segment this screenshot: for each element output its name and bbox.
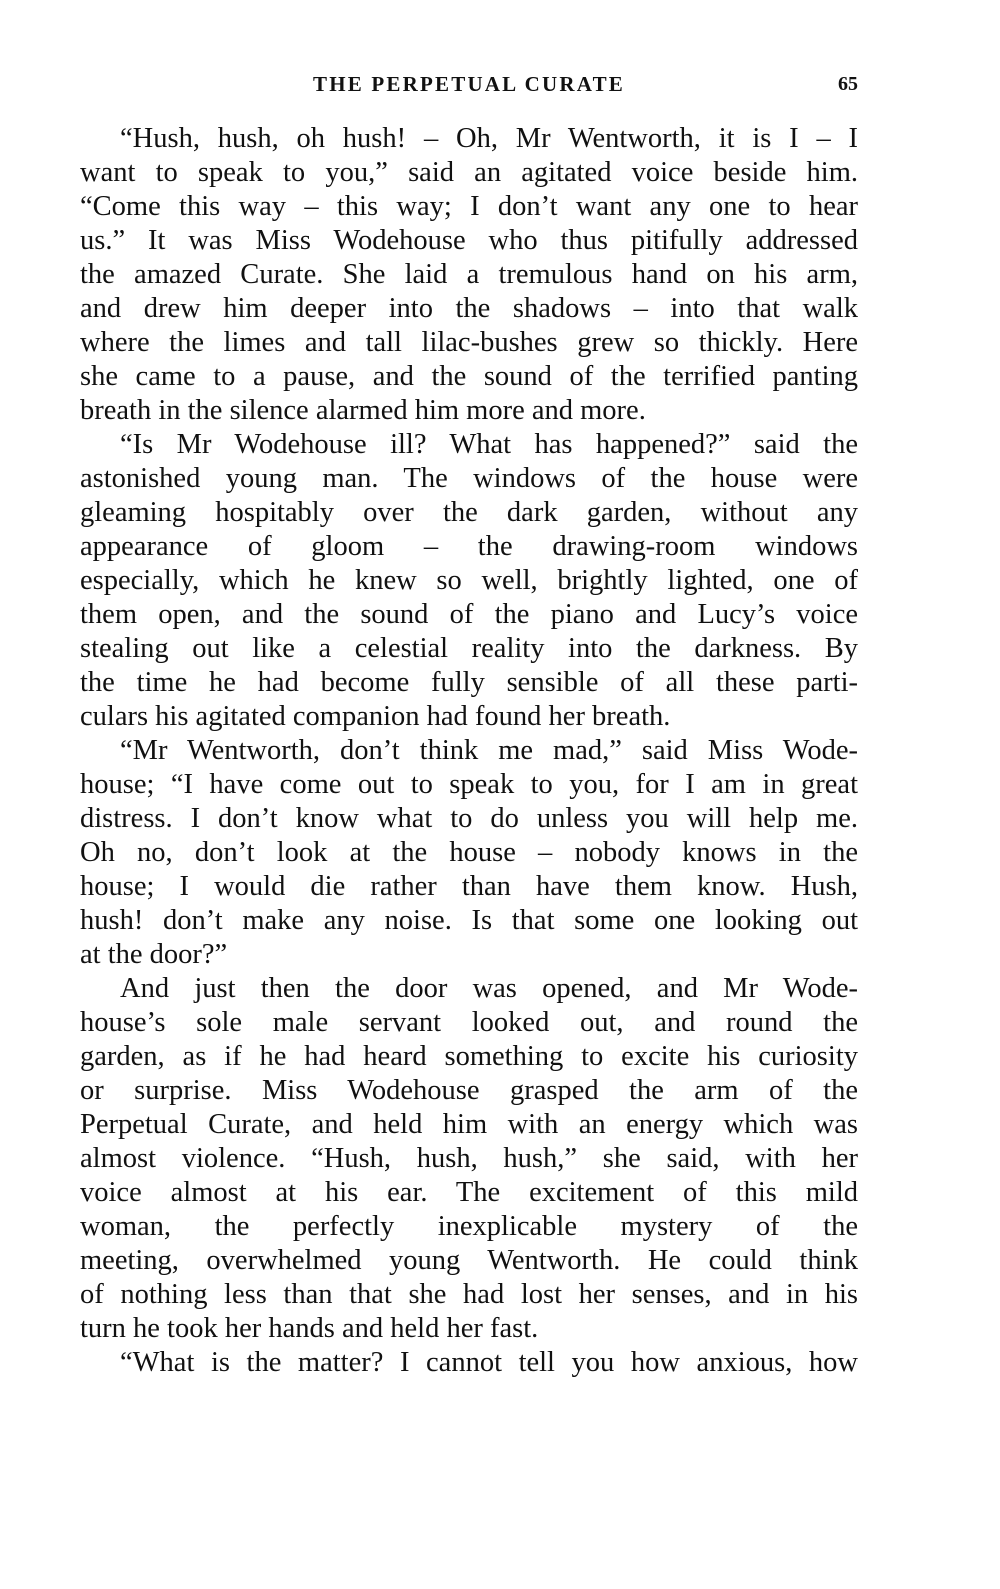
text-line: turn he took her hands and held her fast. — [80, 1313, 539, 1344]
text-line: hush! don’t make any noise. Is that some one looking out — [80, 905, 858, 936]
text-line: And just then the door was opened, and Mr Wode- — [120, 973, 858, 1004]
text-line: Oh no, don’t look at the house – nobody knows in the — [80, 837, 858, 868]
text-line: stealing out like a celestial reality into the darkness. By — [80, 633, 858, 664]
text-line: Perpetual Curate, and held him with an energy which was — [80, 1109, 858, 1140]
text-line: where the limes and tall lilac-bushes grew so thickly. Here — [80, 327, 858, 358]
text-line: and drew him deeper into the shadows – into that walk — [80, 293, 858, 324]
text-line: them open, and the sound of the piano and Lucy’s voice — [80, 599, 858, 630]
page-number: 65 — [838, 73, 858, 95]
text-line: culars his agitated companion had found her breath. — [80, 701, 671, 732]
text-line: distress. I don’t know what to do unless you will help me. — [80, 803, 858, 834]
text-line: “What is the matter? I cannot tell you how anxious, how — [120, 1347, 858, 1378]
text-line: voice almost at his ear. The excitement of this mild — [80, 1177, 858, 1208]
running-header — [80, 72, 858, 102]
text-line: she came to a pause, and the sound of the terrified panting — [80, 361, 858, 392]
text-line: breath in the silence alarmed him more and more. — [80, 395, 646, 426]
text-line: “Hush, hush, oh hush! – Oh, Mr Wentworth, it is I – I — [120, 123, 858, 154]
text-line: house; I would die rather than have them know. Hush, — [80, 871, 858, 902]
text-line: house; “I have come out to speak to you, for I am in great — [80, 769, 858, 800]
body-text — [80, 122, 858, 1380]
text-line: garden, as if he had heard something to excite his curiosity — [80, 1041, 858, 1072]
text-line: “Is Mr Wodehouse ill? What has happened?” said the — [120, 429, 858, 460]
text-line: gleaming hospitably over the dark garden, without any — [80, 497, 858, 528]
text-line: “Mr Wentworth, don’t think me mad,” said Miss Wode- — [120, 735, 858, 766]
text-line: appearance of gloom – the drawing-room windows — [80, 531, 858, 562]
text-line: the time he had become fully sensible of all these parti- — [80, 667, 858, 698]
text-line: woman, the perfectly inexplicable mystery of the — [80, 1211, 858, 1242]
text-line: at the door?” — [80, 939, 228, 970]
running-title: THE PERPETUAL CURATE — [313, 72, 625, 96]
text-line: or surprise. Miss Wodehouse grasped the arm of the — [80, 1075, 858, 1106]
text-line: especially, which he knew so well, brightly lighted, one of — [80, 565, 858, 596]
text-line: want to speak to you,” said an agitated voice beside him. — [80, 157, 858, 188]
text-line: almost violence. “Hush, hush, hush,” she said, with her — [80, 1143, 858, 1174]
text-line: astonished young man. The windows of the house were — [80, 463, 858, 494]
text-line: meeting, overwhelmed young Wentworth. He could think — [80, 1245, 858, 1276]
text-line: of nothing less than that she had lost her senses, and in his — [80, 1279, 858, 1310]
text-line: “Come this way – this way; I don’t want any one to hear — [80, 191, 858, 222]
text-line: us.” It was Miss Wodehouse who thus pitifully addressed — [80, 225, 858, 256]
text-line: house’s sole male servant looked out, and round the — [80, 1007, 858, 1038]
text-line: the amazed Curate. She laid a tremulous hand on his arm, — [80, 259, 858, 290]
